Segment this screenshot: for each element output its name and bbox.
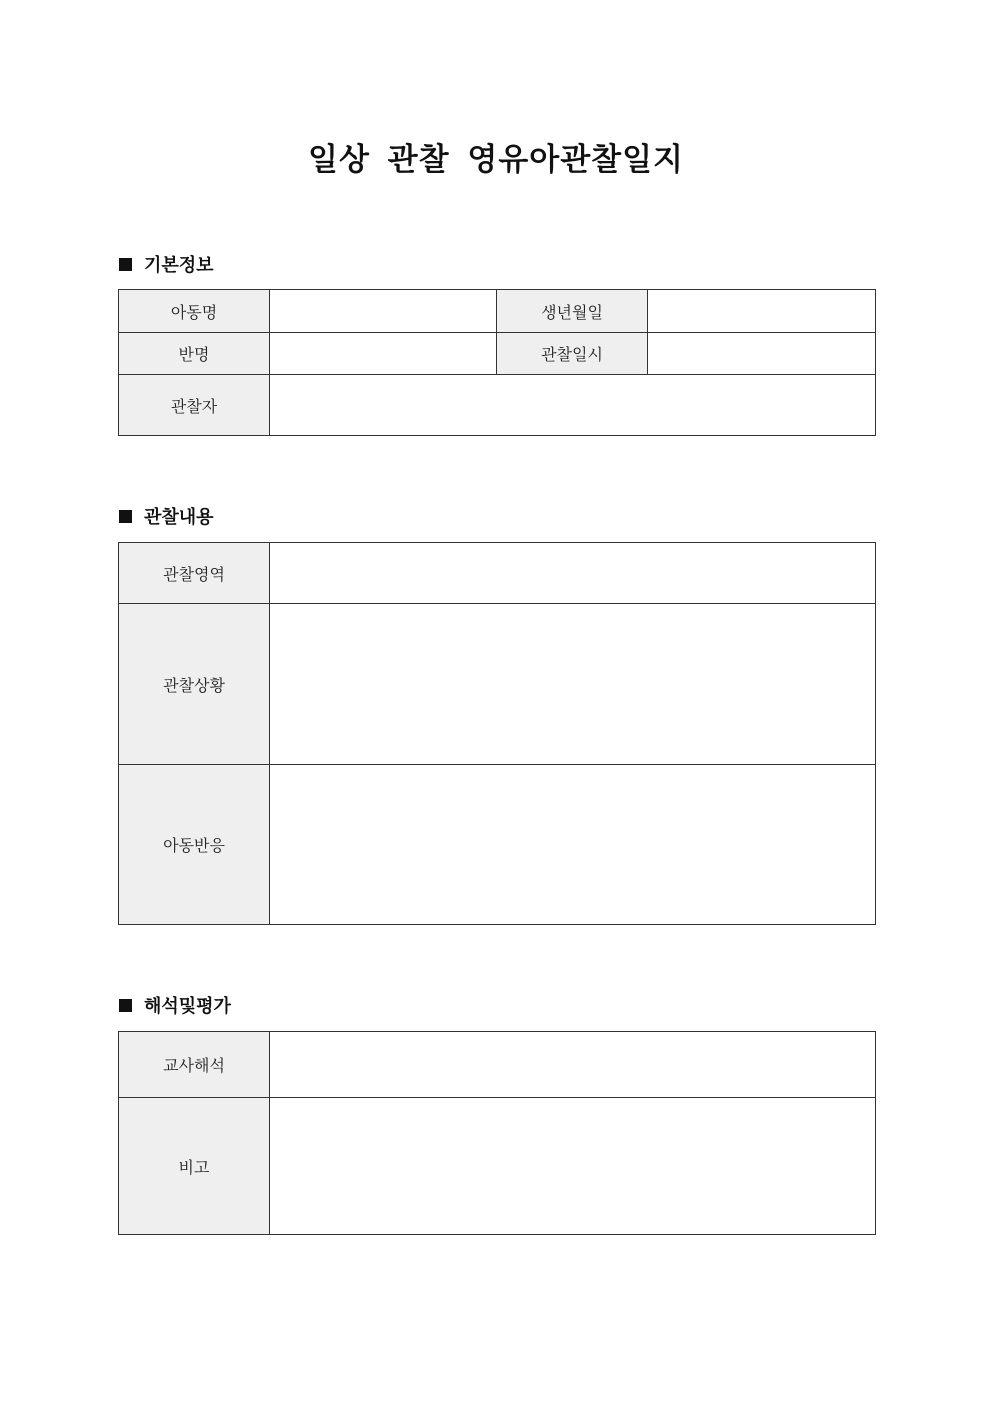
section-heading-observation — [119, 503, 214, 529]
remarks-field[interactable] — [270, 1098, 876, 1235]
table-row — [119, 1032, 876, 1098]
section-heading-basic-info — [119, 251, 214, 277]
child-name-label: 아동명 — [119, 290, 270, 333]
observation-area-field[interactable] — [270, 543, 876, 604]
table-row — [119, 765, 876, 925]
table-row — [119, 290, 876, 333]
table-row — [119, 604, 876, 765]
observation-area-label: 관찰영역 — [119, 543, 270, 604]
section-title-observation: 관찰내용 — [144, 507, 214, 528]
basic-info-table — [118, 289, 876, 436]
child-name-field[interactable] — [270, 290, 497, 333]
section-heading-evaluation — [119, 992, 231, 1018]
remarks-label: 비고 — [119, 1098, 270, 1235]
observation-situation-label: 관찰상황 — [119, 604, 270, 765]
table-row — [119, 1098, 876, 1235]
observer-label: 관찰자 — [119, 375, 270, 436]
square-bullet-icon — [119, 999, 132, 1012]
class-name-field[interactable] — [270, 333, 497, 375]
table-row — [119, 375, 876, 436]
child-response-field[interactable] — [270, 765, 876, 925]
observation-datetime-label: 관찰일시 — [497, 333, 648, 375]
teacher-interpretation-label: 교사해석 — [119, 1032, 270, 1098]
birth-date-label: 생년월일 — [497, 290, 648, 333]
section-title-basic-info: 기본정보 — [144, 255, 214, 276]
table-row — [119, 543, 876, 604]
child-response-label: 아동반응 — [119, 765, 270, 925]
observation-datetime-field[interactable] — [648, 333, 876, 375]
observation-table — [118, 542, 876, 925]
observation-situation-field[interactable] — [270, 604, 876, 765]
evaluation-table — [118, 1031, 876, 1235]
birth-date-field[interactable] — [648, 290, 876, 333]
section-title-evaluation: 해석및평가 — [144, 996, 231, 1017]
square-bullet-icon — [119, 258, 132, 271]
class-name-label: 반명 — [119, 333, 270, 375]
teacher-interpretation-field[interactable] — [270, 1032, 876, 1098]
square-bullet-icon — [119, 510, 132, 523]
table-row — [119, 333, 876, 375]
document-title: 일상 관찰 영유아관찰일지 — [308, 142, 684, 178]
observer-field[interactable] — [270, 375, 876, 436]
